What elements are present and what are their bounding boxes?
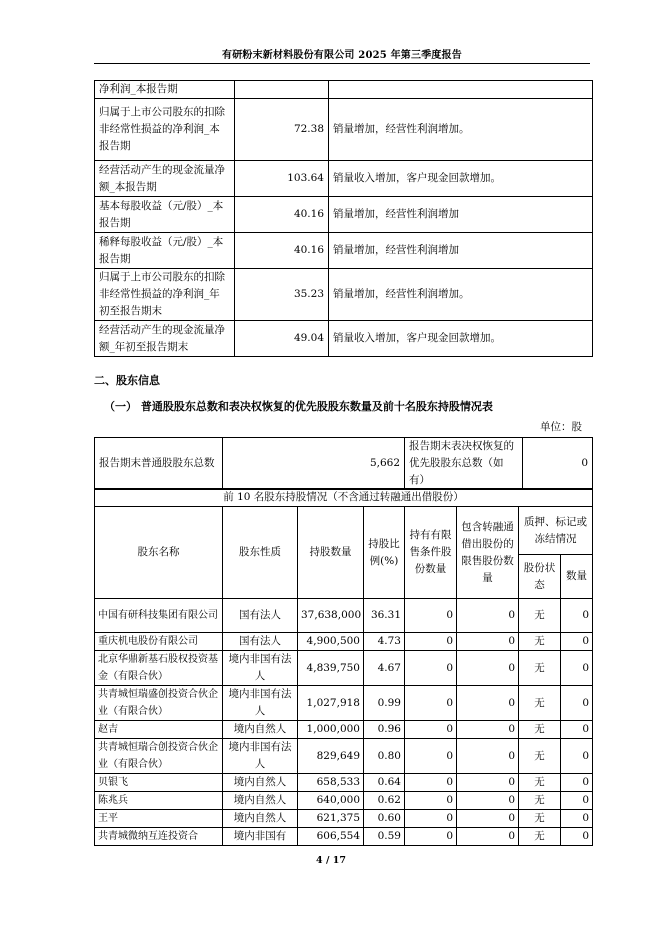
- page-number: 4 / 17: [316, 855, 346, 866]
- shareholder-summary-table: [94, 437, 593, 490]
- holder-status-cell: 无: [519, 774, 561, 792]
- table1-item-cell: 稀释每股收益（元/股）_本报告期: [95, 233, 235, 269]
- table1-value-cell: 40.16: [235, 197, 329, 233]
- holder-status-cell: 无: [519, 633, 561, 651]
- col-nature-header: 股东性质: [223, 507, 298, 599]
- holder-status-cell: 无: [519, 651, 561, 686]
- header-divider: [94, 63, 590, 64]
- holder-name-cell: 共青城恒瑞合创投资合伙企业（有限合伙）: [95, 739, 223, 774]
- table1-reason-cell: 销量收入增加，客户现金回款增加。: [329, 321, 593, 357]
- table1-value-cell: 103.64: [235, 161, 329, 197]
- holder-status-cell: 无: [519, 599, 561, 633]
- col-qty-header: 数量: [561, 555, 593, 599]
- holder-nature-cell: 境内非国有: [223, 828, 298, 846]
- holder-lend-cell: 0: [457, 810, 519, 828]
- top10-holders-table: [94, 488, 593, 846]
- table-row: [95, 99, 593, 161]
- col-restricted-header: 持有有限售条件股份数量: [405, 507, 457, 599]
- holder-lend-cell: 0: [457, 599, 519, 633]
- table1-value-cell: 40.16: [235, 233, 329, 269]
- holder-restricted-cell: 0: [405, 792, 457, 810]
- holder-shares-cell: 1,027,918: [298, 686, 364, 721]
- table-row: [95, 81, 593, 99]
- holder-shares-cell: 606,554: [298, 828, 364, 846]
- table1-item-cell: 归属于上市公司股东的扣除非经常性损益的净利润_年初至报告期末: [95, 269, 235, 321]
- report-header: 有研粉末新材料股份有限公司 2025 年第三季度报告: [222, 50, 462, 61]
- holder-ratio-cell: 0.59: [364, 828, 405, 846]
- holder-qty-cell: 0: [561, 599, 593, 633]
- section-subtitle: （一） 普通股股东总数和表决权恢复的优先股股东数量及前十名股东持股情况表: [104, 400, 493, 413]
- table1-value-cell: 49.04: [235, 321, 329, 357]
- table1-value-cell: 35.23: [235, 269, 329, 321]
- holder-status-cell: 无: [519, 686, 561, 721]
- holder-qty-cell: 0: [561, 686, 593, 721]
- holder-shares-cell: 4,900,500: [298, 633, 364, 651]
- table1-item-cell: 归属于上市公司股东的扣除非经常性损益的净利润_本报告期: [95, 99, 235, 161]
- table1-item-cell: 经营活动产生的现金流量净额_本报告期: [95, 161, 235, 197]
- holder-restricted-cell: 0: [405, 633, 457, 651]
- holder-restricted-cell: 0: [405, 651, 457, 686]
- holder-shares-cell: 37,638,000: [298, 599, 364, 633]
- table-row: [95, 599, 593, 633]
- holder-restricted-cell: 0: [405, 686, 457, 721]
- holder-name-cell: 重庆机电股份有限公司: [95, 633, 223, 651]
- unit-label: 单位：股: [540, 421, 582, 433]
- holder-qty-cell: 0: [561, 810, 593, 828]
- holder-lend-cell: 0: [457, 828, 519, 846]
- holder-nature-cell: 国有法人: [223, 633, 298, 651]
- table1-item-cell: 净利润_本报告期: [95, 81, 235, 99]
- holder-ratio-cell: 0.99: [364, 686, 405, 721]
- holder-qty-cell: 0: [561, 651, 593, 686]
- holder-restricted-cell: 0: [405, 810, 457, 828]
- pref-holders-value: 0: [523, 438, 593, 490]
- holder-shares-cell: 829,649: [298, 739, 364, 774]
- holder-status-cell: 无: [519, 828, 561, 846]
- holder-name-cell: 中国有研科技集团有限公司: [95, 599, 223, 633]
- holder-lend-cell: 0: [457, 792, 519, 810]
- table-row: [95, 321, 593, 357]
- section-title: 二、股东信息: [94, 374, 160, 387]
- col-shares-header: 持股数量: [298, 507, 364, 599]
- holder-nature-cell: 境内自然人: [223, 721, 298, 739]
- table1-reason-cell: 销量增加，经营性利润增加: [329, 197, 593, 233]
- holder-name-cell: 贝银飞: [95, 774, 223, 792]
- holder-nature-cell: 境内自然人: [223, 774, 298, 792]
- holder-shares-cell: 1,000,000: [298, 721, 364, 739]
- holder-ratio-cell: 0.60: [364, 810, 405, 828]
- table1-value-cell: [235, 81, 329, 99]
- holder-status-cell: 无: [519, 810, 561, 828]
- col-pledge-header: 质押、标记或冻结情况: [519, 507, 593, 555]
- holder-name-cell: 陈兆兵: [95, 792, 223, 810]
- holder-qty-cell: 0: [561, 828, 593, 846]
- holder-nature-cell: 境内非国有法人: [223, 739, 298, 774]
- table-row: [95, 269, 593, 321]
- holder-restricted-cell: 0: [405, 774, 457, 792]
- table-row: [95, 774, 593, 792]
- col-lend-header: 包含转融通借出股份的限售股份数量: [457, 507, 519, 599]
- table-row: [95, 721, 593, 739]
- holder-status-cell: 无: [519, 792, 561, 810]
- holder-qty-cell: 0: [561, 739, 593, 774]
- holder-nature-cell: 境内非国有法人: [223, 651, 298, 686]
- holder-status-cell: 无: [519, 739, 561, 774]
- holder-nature-cell: 境内非国有法人: [223, 686, 298, 721]
- table1-item-cell: 基本每股收益（元/股）_本报告期: [95, 197, 235, 233]
- table1-reason-cell: [329, 81, 593, 99]
- holder-lend-cell: 0: [457, 739, 519, 774]
- table-row: [95, 197, 593, 233]
- table1-reason-cell: 销量增加，经营性利润增加: [329, 233, 593, 269]
- holder-nature-cell: 境内自然人: [223, 792, 298, 810]
- holder-ratio-cell: 0.64: [364, 774, 405, 792]
- holder-qty-cell: 0: [561, 633, 593, 651]
- col-status-header: 股份状态: [519, 555, 561, 599]
- holder-restricted-cell: 0: [405, 828, 457, 846]
- holder-ratio-cell: 0.80: [364, 739, 405, 774]
- table-row: [95, 828, 593, 846]
- total-holders-label: 报告期末普通股股东总数: [95, 438, 223, 490]
- holder-lend-cell: 0: [457, 774, 519, 792]
- change-reason-table: [94, 80, 593, 357]
- holder-lend-cell: 0: [457, 651, 519, 686]
- holder-name-cell: 共青城微纳互连投资合: [95, 828, 223, 846]
- holder-name-cell: 共青城恒瑞盛创投资合伙企业（有限合伙）: [95, 686, 223, 721]
- holder-shares-cell: 640,000: [298, 792, 364, 810]
- holder-qty-cell: 0: [561, 774, 593, 792]
- holder-shares-cell: 4,839,750: [298, 651, 364, 686]
- holder-ratio-cell: 36.31: [364, 599, 405, 633]
- table-row: [95, 739, 593, 774]
- holder-qty-cell: 0: [561, 792, 593, 810]
- table-row: [95, 161, 593, 197]
- table-row: [95, 233, 593, 269]
- table1-item-cell: 经营活动产生的现金流量净额_年初至报告期末: [95, 321, 235, 357]
- table1-reason-cell: 销量增加，经营性利润增加。: [329, 269, 593, 321]
- table1-value-cell: 72.38: [235, 99, 329, 161]
- holder-ratio-cell: 0.62: [364, 792, 405, 810]
- holder-ratio-cell: 4.67: [364, 651, 405, 686]
- holder-shares-cell: 658,533: [298, 774, 364, 792]
- holder-nature-cell: 国有法人: [223, 599, 298, 633]
- pref-holders-label: 报告期末表决权恢复的优先股股东总数（如有）: [405, 438, 523, 490]
- holder-ratio-cell: 0.96: [364, 721, 405, 739]
- holder-lend-cell: 0: [457, 633, 519, 651]
- holder-restricted-cell: 0: [405, 739, 457, 774]
- holder-restricted-cell: 0: [405, 599, 457, 633]
- table-row: [95, 810, 593, 828]
- top10-caption: 前 10 名股东持股情况（不含通过转融通出借股份）: [95, 489, 593, 507]
- table-row: [95, 633, 593, 651]
- holder-lend-cell: 0: [457, 721, 519, 739]
- holder-name-cell: 北京华鼎新基石股权投资基金（有限合伙）: [95, 651, 223, 686]
- table-row: [95, 792, 593, 810]
- col-ratio-header: 持股比例(%): [364, 507, 405, 599]
- holder-status-cell: 无: [519, 721, 561, 739]
- col-name-header: 股东名称: [95, 507, 223, 599]
- table1-reason-cell: 销量增加，经营性利润增加。: [329, 99, 593, 161]
- table1-reason-cell: 销量收入增加，客户现金回款增加。: [329, 161, 593, 197]
- table-row: [95, 651, 593, 686]
- holder-ratio-cell: 4.73: [364, 633, 405, 651]
- holder-lend-cell: 0: [457, 686, 519, 721]
- holder-shares-cell: 621,375: [298, 810, 364, 828]
- total-holders-value: 5,662: [223, 438, 405, 490]
- holder-qty-cell: 0: [561, 721, 593, 739]
- holder-restricted-cell: 0: [405, 721, 457, 739]
- holder-name-cell: 赵吉: [95, 721, 223, 739]
- holder-name-cell: 王平: [95, 810, 223, 828]
- table-row: [95, 686, 593, 721]
- holder-nature-cell: 境内自然人: [223, 810, 298, 828]
